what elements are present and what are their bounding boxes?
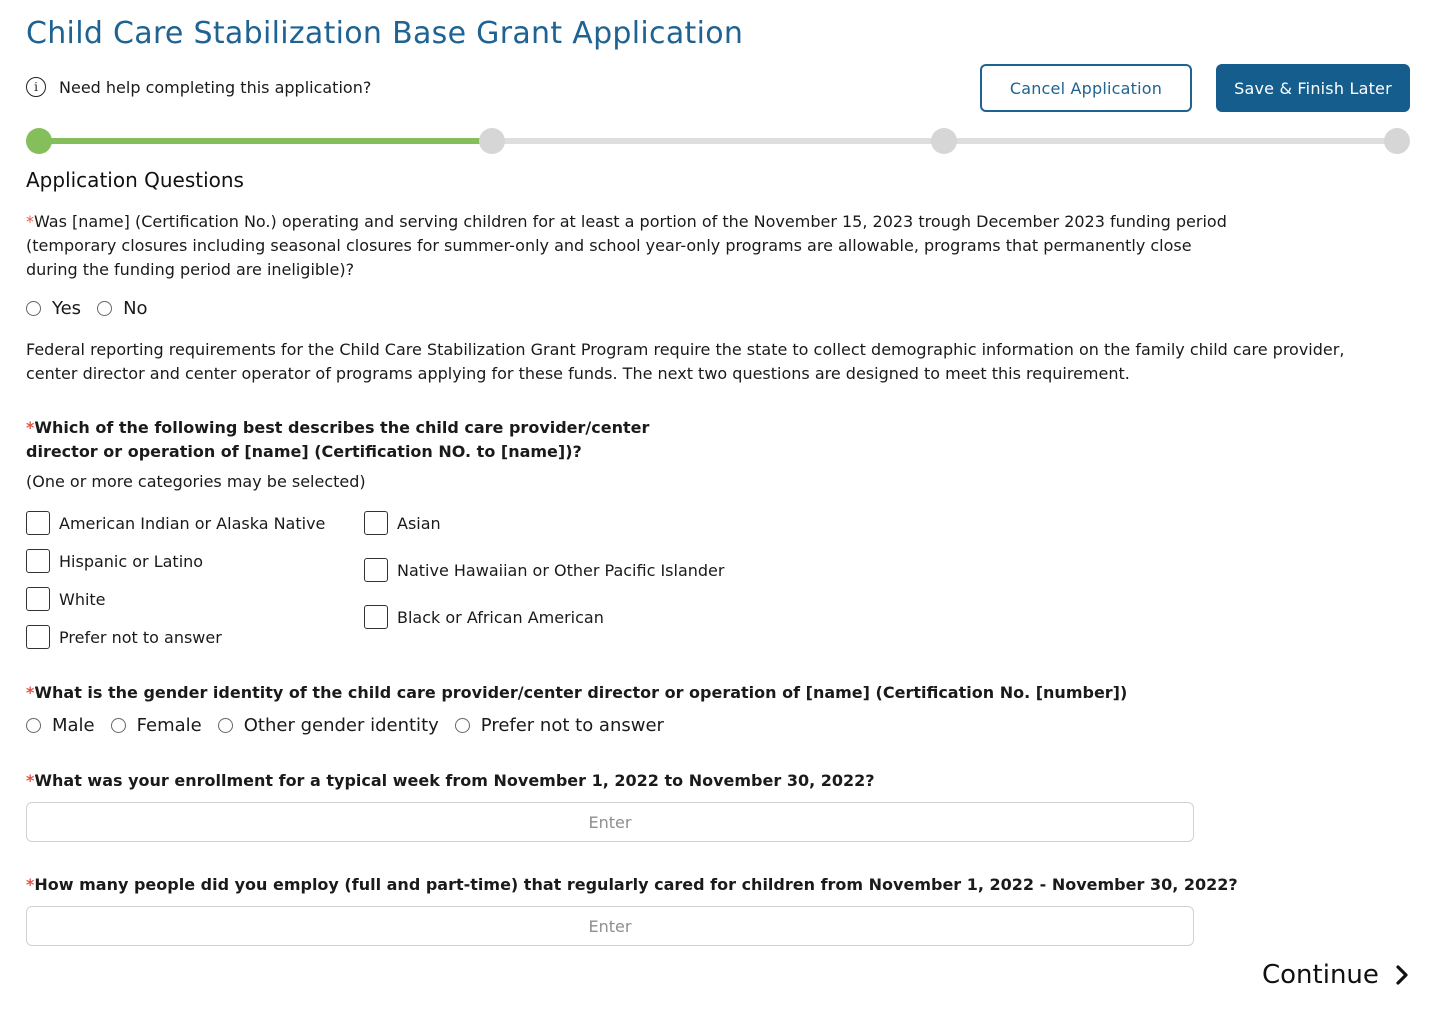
- page-title: Child Care Stabilization Base Grant Application: [26, 16, 744, 51]
- progress-step-4: [1384, 128, 1410, 154]
- checkbox-asian[interactable]: [364, 511, 441, 535]
- checkbox-label: White: [59, 589, 106, 609]
- radio-no[interactable]: [97, 298, 147, 319]
- checkbox[interactable]: [26, 549, 50, 573]
- cancel-application-button[interactable]: Cancel Application: [980, 64, 1192, 112]
- question-gender-text: What is the gender identity of the child care provider/center director or operation of [name] (Certification No. [number]): [34, 683, 1128, 702]
- radio-yes[interactable]: [26, 298, 81, 319]
- checkbox[interactable]: [364, 558, 388, 582]
- checkbox[interactable]: [364, 511, 388, 535]
- checkbox[interactable]: [26, 587, 50, 611]
- required-marker: *: [26, 212, 34, 231]
- radio-button[interactable]: [26, 301, 41, 316]
- required-marker: *: [26, 875, 35, 894]
- race-selection-note: (One or more categories may be selected): [26, 472, 366, 491]
- checkbox-prefer-not[interactable]: [26, 625, 222, 649]
- question-enrollment: [26, 771, 875, 790]
- radio-button[interactable]: [26, 718, 41, 733]
- question-race: [26, 416, 726, 464]
- continue-label: Continue: [1262, 960, 1379, 990]
- radio-female[interactable]: [111, 715, 202, 736]
- radio-button[interactable]: [97, 301, 112, 316]
- radio-label: Yes: [52, 298, 82, 319]
- question-gender: [26, 683, 1127, 702]
- federal-reporting-note: Federal reporting requirements for the Child Care Stabilization Grant Program require the state to collect demographic information on the family child care provider, center director and center operator of programs applying for these funds. The next two questions are designed to meet this requirement.: [26, 340, 1345, 383]
- progress-step-2: [479, 128, 505, 154]
- enrollment-input[interactable]: [26, 802, 1194, 842]
- progress-step-3: [931, 128, 957, 154]
- checkbox-label: American Indian or Alaska Native: [59, 513, 326, 533]
- info-icon: i: [26, 77, 46, 97]
- checkbox-label: Black or African American: [397, 607, 604, 627]
- question-operating: [26, 210, 1246, 282]
- save-finish-later-button[interactable]: Save & Finish Later: [1216, 64, 1410, 112]
- question-operating-text: Was [name] (Certification No.) operating and serving children for at least a portion of the November 15, 2023 trough December 2023 funding period (temporary closures including seasonal closures for summer-only and school year-only programs are allowable, programs that permanently close during the funding period are ineligible)?: [26, 212, 1227, 279]
- progress-fill: [38, 138, 491, 144]
- radio-button[interactable]: [111, 718, 126, 733]
- checkbox-label: Prefer not to answer: [59, 627, 222, 647]
- chevron-right-icon: [1391, 964, 1413, 986]
- radio-label: Male: [52, 715, 95, 736]
- checkbox-label: Native Hawaiian or Other Pacific Islander: [397, 560, 725, 580]
- progress-stepper: [26, 128, 1410, 154]
- checkbox-white[interactable]: [26, 587, 106, 611]
- checkbox[interactable]: [364, 605, 388, 629]
- checkbox-label: Hispanic or Latino: [59, 551, 204, 571]
- question-race-text: Which of the following best describes the child care provider/center director or operation of [name] (Certification NO. to [name])?: [26, 418, 650, 461]
- radio-label: Prefer not to answer: [480, 715, 664, 736]
- radio-button[interactable]: [218, 718, 233, 733]
- radio-other-gender[interactable]: [218, 715, 439, 736]
- question-employees-text: How many people did you employ (full and part-time) that regularly cared for children from November 1, 2022 - November 30, 2022?: [34, 875, 1238, 894]
- checkbox-native-hawaiian[interactable]: [364, 558, 724, 582]
- operating-radio-group: [26, 298, 164, 319]
- radio-label: Female: [136, 715, 202, 736]
- checkbox-black[interactable]: [364, 605, 604, 629]
- checkbox[interactable]: [26, 511, 50, 535]
- progress-step-1: [26, 128, 52, 154]
- radio-label: No: [123, 298, 148, 319]
- help-link[interactable]: [26, 77, 371, 97]
- gender-radio-group: [26, 715, 680, 736]
- radio-prefer-not-gender[interactable]: [455, 715, 664, 736]
- continue-button[interactable]: [1262, 960, 1413, 990]
- radio-button[interactable]: [455, 718, 470, 733]
- checkbox-label: Asian: [397, 513, 441, 533]
- employees-input[interactable]: [26, 906, 1194, 946]
- radio-label: Other gender identity: [243, 715, 439, 736]
- section-title: Application Questions: [26, 168, 244, 192]
- checkbox[interactable]: [26, 625, 50, 649]
- radio-male[interactable]: [26, 715, 95, 736]
- checkbox-hispanic[interactable]: [26, 549, 203, 573]
- question-employees: [26, 875, 1238, 894]
- checkbox-american-indian[interactable]: [26, 511, 325, 535]
- required-marker: *: [26, 683, 35, 702]
- required-marker: *: [26, 418, 35, 437]
- question-enrollment-text: What was your enrollment for a typical week from November 1, 2022 to November 30, 2022?: [34, 771, 875, 790]
- help-text: Need help completing this application?: [59, 77, 372, 97]
- required-marker: *: [26, 771, 35, 790]
